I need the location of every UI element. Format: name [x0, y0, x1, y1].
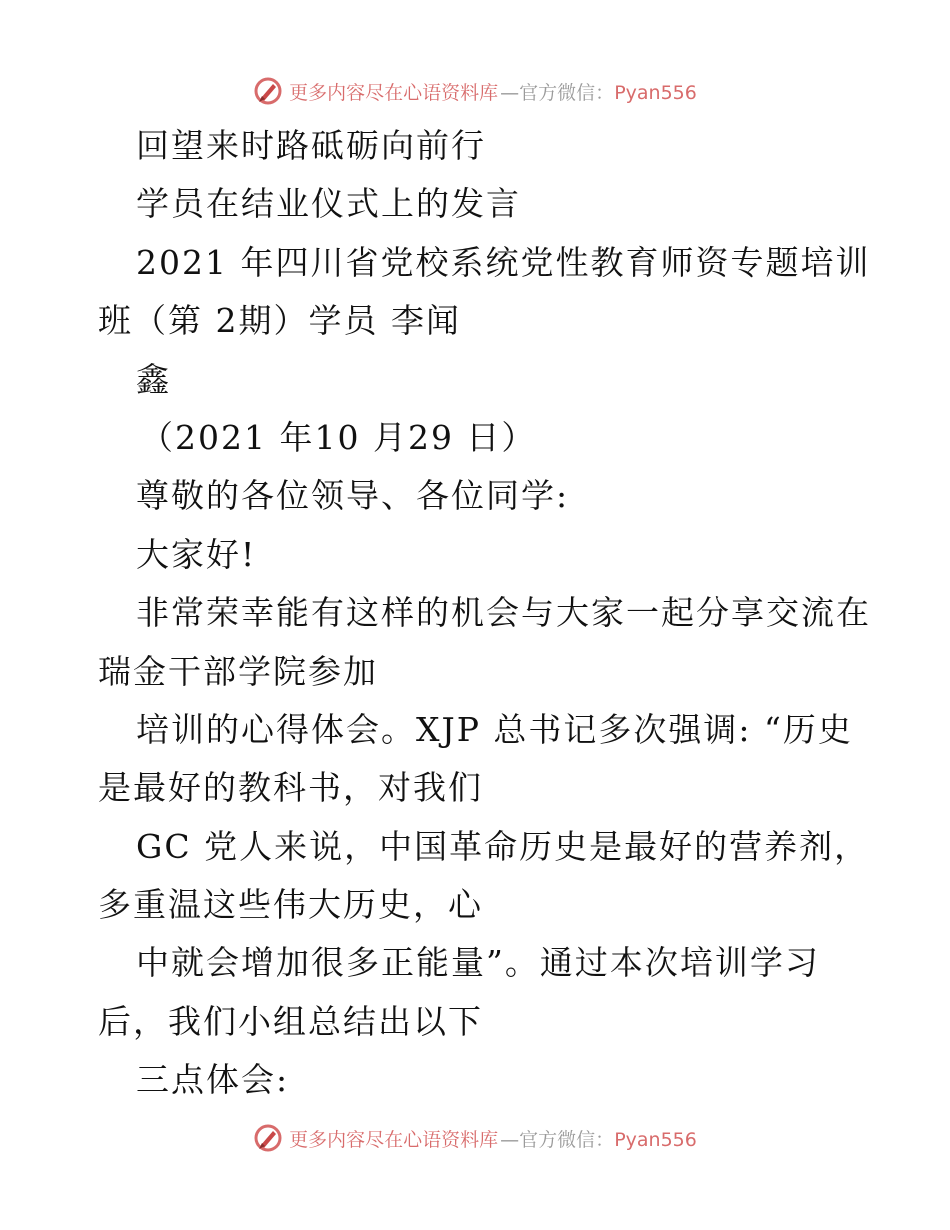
doc-line: 是最好的教科书，对我们 — [98, 768, 483, 808]
document-body — [98, 124, 871, 1117]
watermark-wechat-id: Pyan556 — [614, 1128, 697, 1151]
doc-line: 非常荣幸能有这样的机会与大家一起分享交流在 — [136, 593, 871, 633]
pen-logo-icon — [253, 1123, 283, 1153]
doc-date: （2021 年10 月29 日） — [140, 417, 537, 457]
watermark-wechat-id: Pyan556 — [614, 81, 697, 104]
doc-salutation: 尊敬的各位领导、各位同学: — [136, 476, 570, 516]
doc-greeting: 大家好! — [136, 534, 257, 574]
doc-line: GC 党人来说，中国革命历史是最好的营养剂， — [136, 826, 870, 866]
pen-logo-icon — [253, 76, 283, 106]
footer-watermark — [0, 1120, 950, 1156]
doc-line: 班（第 2期）学员 李闻 — [98, 301, 461, 341]
doc-line: 瑞金干部学院参加 — [98, 651, 378, 691]
watermark-text — [289, 1125, 697, 1152]
doc-line: 鑫 — [136, 359, 171, 399]
doc-title: 回望来时路砥砺向前行 — [136, 126, 486, 165]
doc-line: 2021 年四川省党校系统党性教育师资专题培训 — [136, 242, 871, 282]
watermark-main: 更多内容尽在心语资料库 — [289, 1128, 499, 1151]
watermark-text — [289, 78, 697, 105]
header-watermark — [0, 73, 950, 109]
watermark-separator: —官方微信： — [500, 81, 615, 104]
doc-line: 多重温这些伟大历史，心 — [98, 885, 483, 925]
doc-subtitle: 学员在结业仪式上的发言 — [136, 184, 521, 224]
watermark-separator: —官方微信： — [500, 1128, 615, 1151]
doc-line: 培训的心得体会。XJP 总书记多次强调: “历史 — [136, 709, 853, 749]
doc-line: 中就会增加很多正能量”。通过本次培训学习 — [136, 943, 820, 983]
doc-line: 三点体会: — [136, 1060, 290, 1100]
watermark-main: 更多内容尽在心语资料库 — [289, 81, 499, 104]
doc-line: 后，我们小组总结出以下 — [98, 1001, 483, 1041]
